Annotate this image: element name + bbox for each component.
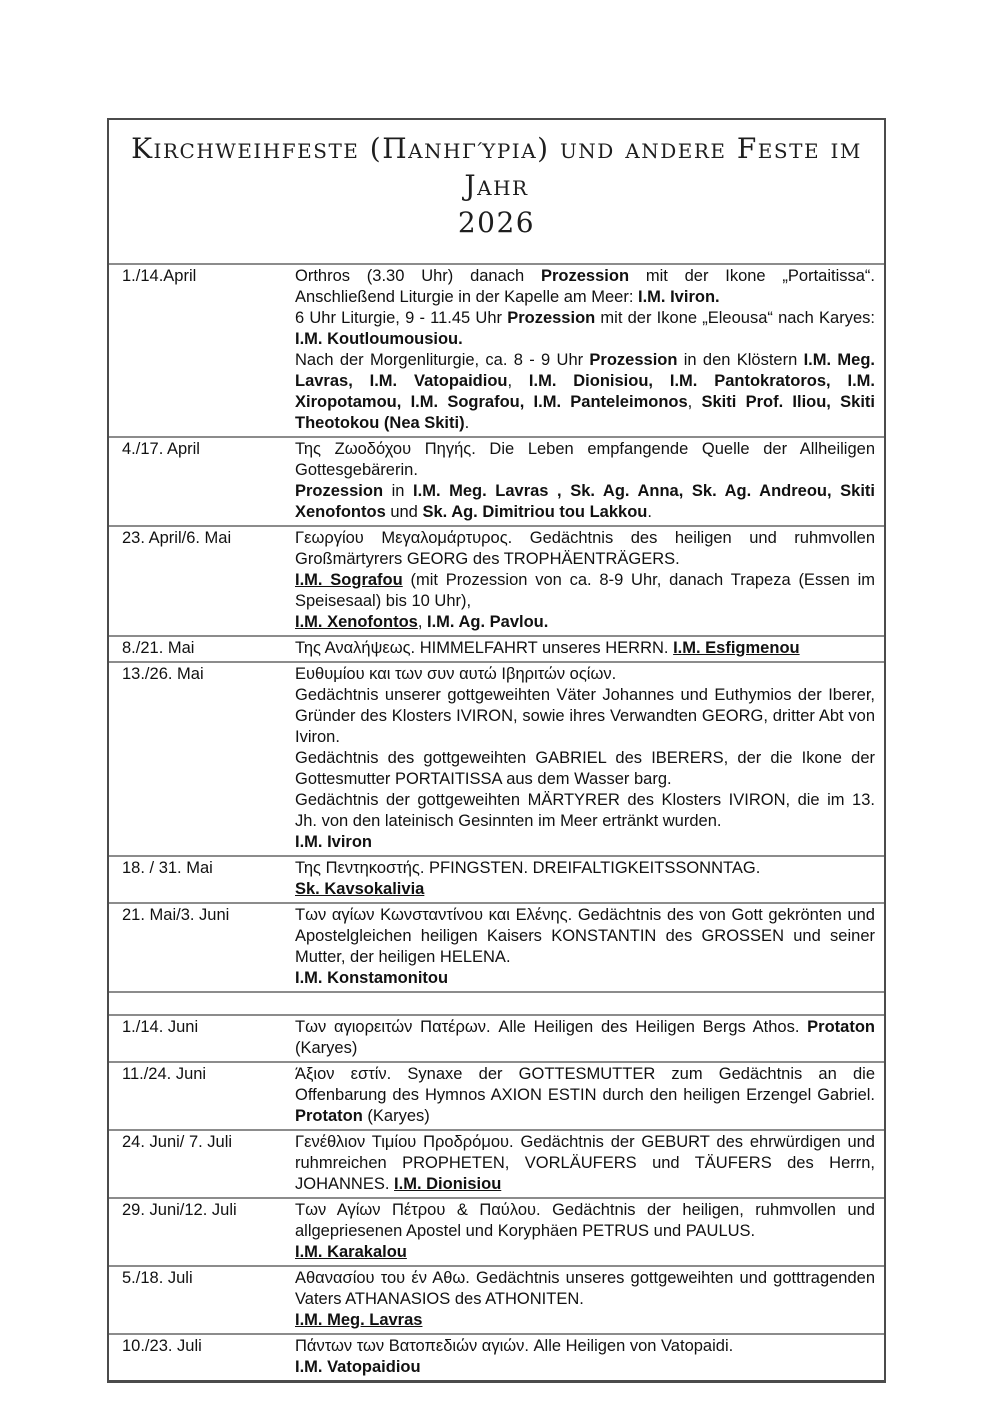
feast-date-cell: 4./17. April (122, 440, 200, 458)
text-segment: Sk. Ag. Dimitriou tou Lakkou (422, 503, 648, 521)
table-row (109, 991, 884, 1014)
text-segment: , (687, 393, 702, 411)
feast-description-cell (284, 1063, 884, 1129)
text-segment: Prozession (295, 482, 384, 500)
paragraph (295, 308, 875, 350)
feast-date-cell: 1./14.April (122, 267, 197, 285)
text-segment: Γεωργίου Μεγαλομάρτυρος. Gedächtnis des heiligen und ruhmvollen Großmärtyrers GEORG des TROPHÄENTRÄGERS. (295, 529, 875, 568)
paragraph (295, 1310, 875, 1331)
feast-description-cell (284, 663, 884, 855)
text-segment: Prozession (589, 351, 678, 369)
text-segment: Πάντων των Βατοπεδιών αγιών. Alle Heiligen von Vatopaidi. (295, 1337, 734, 1355)
text-segment: Της Πεντηκοστής. PFINGSTEN. DREIFALTIGKEITSSONNTAG. (295, 859, 761, 877)
table-row (109, 263, 884, 436)
document-title-line-2: 2026 (457, 206, 536, 239)
text-segment: Gedächtnis unserer gottgeweihten Väter Johannes und Euthymios der Iberer, Gründer des Klosters IVIRON, sowie ihres Verwandten GEORG, dritter Abt von Iviron. (295, 686, 875, 746)
text-segment: Protaton (295, 1107, 363, 1125)
feast-date-cell: 5./18. Juli (122, 1269, 193, 1287)
text-segment: I.M. Karakalou (295, 1243, 407, 1261)
feast-date-cell: 13./26. Mai (122, 665, 204, 683)
text-segment: Gedächtnis der gottgeweihten MÄRTYRER des Klosters IVIRON, die im 13. Jh. von den lateinisch Gesinnten im Meer ertränkt wurden. (295, 791, 875, 830)
table-row (109, 1129, 884, 1197)
table-row (109, 661, 884, 855)
paragraph (295, 879, 875, 900)
feast-description-cell (284, 265, 884, 436)
table-row (109, 1061, 884, 1129)
paragraph (295, 266, 875, 308)
text-segment: I.M. Dionisiou, I.M. Pantokratoros, I.M. Xiropotamou, I.M. Sografou, I.M. Panteleimonos (295, 372, 875, 411)
paragraph (295, 664, 875, 685)
feast-description-cell (284, 993, 884, 1014)
paragraph (295, 748, 875, 790)
text-segment: I.M. Dionisiou (394, 1175, 502, 1193)
document-title-block (109, 120, 884, 263)
text-segment: Αθανασίου του έν Αθω. Gedächtnis unseres gottgeweihten und gotttragenden Vaters ATHANASIOS des ATHONITEN. (295, 1269, 875, 1308)
text-segment: I.M. Meg. Lavras (295, 1311, 423, 1329)
document-title-line-1: Kirchweihfeste (Πανηγύρια) und andere Feste im Jahr (131, 132, 862, 202)
paragraph (295, 481, 875, 523)
feast-description-cell (284, 637, 884, 661)
text-segment: I.M. Koutloumousiou. (295, 330, 463, 348)
text-segment: I.M. Vatopaidiou (295, 1358, 421, 1376)
feast-description-cell (284, 904, 884, 991)
feast-date-cell: 11./24. Juni (122, 1065, 207, 1083)
text-segment: I.M. Sografou (295, 571, 403, 589)
paragraph (295, 790, 875, 832)
feast-date-cell: 10./23. Juli (122, 1337, 202, 1355)
feast-table-rows (109, 263, 884, 1380)
feast-description-cell (284, 1131, 884, 1197)
text-segment: Των Αγίων Πέτρου & Παύλου. Gedächtnis der heiligen, ruhmvollen und allgepriesenen Apostel und Koryphäen PETRUS und PAULUS. (295, 1201, 875, 1240)
feast-date-cell: 21. Mai/3. Juni (122, 906, 230, 924)
text-segment: (Karyes) (295, 1039, 358, 1057)
feast-description-cell (284, 857, 884, 902)
text-segment: Γενέθλιον Τιμίου Προδρόμου. Gedächtnis der GEBURT des ehrwürdigen und ruhmreichen PROPHETEN, VORLÄUFERS und TÄUFERS des Herrn, JOHANNES. (295, 1133, 875, 1193)
paragraph (295, 1336, 875, 1357)
text-segment: Protaton (807, 1018, 875, 1036)
text-segment: I.M. Meg. Lavras , Sk. Ag. Anna, Sk. Ag. Andreou, Skiti Xenofontos (295, 482, 875, 521)
text-segment: . (464, 414, 470, 432)
paragraph (295, 528, 875, 570)
text-segment: Prozession (507, 309, 596, 327)
text-segment: 6 Uhr Liturgie, 9 - 11.45 Uhr (295, 309, 508, 327)
feast-date-cell: 8./21. Mai (122, 639, 195, 657)
paragraph (295, 612, 875, 633)
text-segment: Των αγιορειτών Πατέρων. Alle Heiligen des Heiligen Bergs Athos. (295, 1018, 808, 1036)
text-segment: I.M. Konstamonitou (295, 969, 449, 987)
text-segment: (Karyes) (362, 1107, 430, 1125)
text-segment: I.M. Iviron (295, 833, 373, 851)
text-segment: Ευθυμίου και των συν αυτώ Ιβηριτών οςίων. (295, 665, 617, 683)
paragraph (295, 1268, 875, 1310)
paragraph (295, 570, 875, 612)
text-segment: in (383, 482, 414, 500)
table-row (109, 1265, 884, 1333)
paragraph (295, 858, 875, 879)
text-segment: , (417, 613, 427, 631)
text-segment: . (647, 503, 652, 521)
table-row (109, 1197, 884, 1265)
text-segment: in den Klöstern (677, 351, 804, 369)
text-segment: Των αγίων Κωνσταντίνου και Ελένης. Gedächtnis des von Gott gekrönten und Apostelgleichen heiligen Kaisers KONSTANTIN des GROSSEN und seiner Mutter, der heiligen HELENA. (295, 906, 875, 966)
feast-table (107, 118, 886, 1383)
text-segment: Της Ζωοδόχου Πηγής. Die Leben empfangende Quelle der Allheiligen Gottesgebärerin. (295, 440, 875, 479)
text-segment: Prozession (541, 267, 630, 285)
feast-description-cell (284, 1267, 884, 1333)
feast-date-cell: 23. April/6. Mai (122, 529, 232, 547)
paragraph (295, 1064, 875, 1127)
feast-description-cell (284, 438, 884, 525)
text-segment: mit der Ikone „Eleousa“ nach Karyes: (595, 309, 875, 327)
feast-date-cell: 18. / 31. Mai (122, 859, 213, 877)
text-segment: Gedächtnis des gottgeweihten GABRIEL des IBERERS, der die Ikone der Gottesmutter PORTAITISSA aus dem Wasser barg. (295, 749, 875, 788)
text-segment: Της Αναλήψεως. HIMMELFAHRT unseres HERRN. (295, 639, 674, 657)
paragraph (295, 1017, 875, 1059)
paragraph (295, 685, 875, 748)
paragraph (295, 1200, 875, 1242)
text-segment: I.M. Meg. Lavras, I.M. Vatopaidiou (295, 351, 875, 390)
text-segment: Skiti Prof. Iliou, Skiti Theotokou (Nea Skiti) (295, 393, 875, 432)
paragraph (295, 905, 875, 968)
text-segment: mit der Ikone „Portaitissa“. Anschließend Liturgie in der Kapelle am Meer: (295, 267, 875, 306)
text-segment: , (507, 372, 529, 390)
table-row (109, 855, 884, 902)
feast-description-cell (284, 1199, 884, 1265)
feast-description-cell (284, 1335, 884, 1380)
text-segment: Nach der Morgenliturgie, ca. 8 - 9 Uhr (295, 351, 590, 369)
feast-description-cell (284, 1016, 884, 1061)
table-row (109, 902, 884, 991)
feast-date-cell: 24. Juni/ 7. Juli (122, 1133, 233, 1151)
paragraph (295, 1357, 875, 1378)
paragraph (295, 832, 875, 853)
table-row (109, 635, 884, 661)
text-segment: I.M. Xenofontos (295, 613, 418, 631)
table-row (109, 1333, 884, 1380)
table-row (109, 436, 884, 525)
feast-date-cell: 1./14. Juni (122, 1018, 199, 1036)
paragraph (295, 638, 875, 659)
text-segment: I.M. Iviron. (638, 288, 720, 306)
feast-date-cell: 29. Juni/12. Juli (122, 1201, 237, 1219)
paragraph (295, 350, 875, 434)
text-segment: (mit Prozession von ca. 8-9 Uhr, danach Trapeza (Essen im Speisesaal) bis 10 Uhr), (295, 571, 875, 610)
text-segment: und (385, 503, 423, 521)
paragraph (295, 1242, 875, 1263)
feast-date-cell (109, 993, 284, 1014)
table-row (109, 525, 884, 635)
text-segment: I.M. Esfigmenou (673, 639, 800, 657)
feast-description-cell (284, 527, 884, 635)
table-row (109, 1014, 884, 1061)
text-segment: Orthros (3.30 Uhr) danach (295, 267, 541, 285)
text-segment: Άξιον εστίν. Synaxe der GOTTESMUTTER zum Gedächtnis an die Offenbarung des Hymnos AXION ESTIN durch den heiligen Erzengel Gabriel. (295, 1065, 875, 1104)
text-segment: Sk. Kavsokalivia (295, 880, 425, 898)
paragraph (295, 968, 875, 989)
paragraph (295, 439, 875, 481)
text-segment: I.M. Ag. Pavlou. (427, 613, 549, 631)
paragraph (295, 1132, 875, 1195)
